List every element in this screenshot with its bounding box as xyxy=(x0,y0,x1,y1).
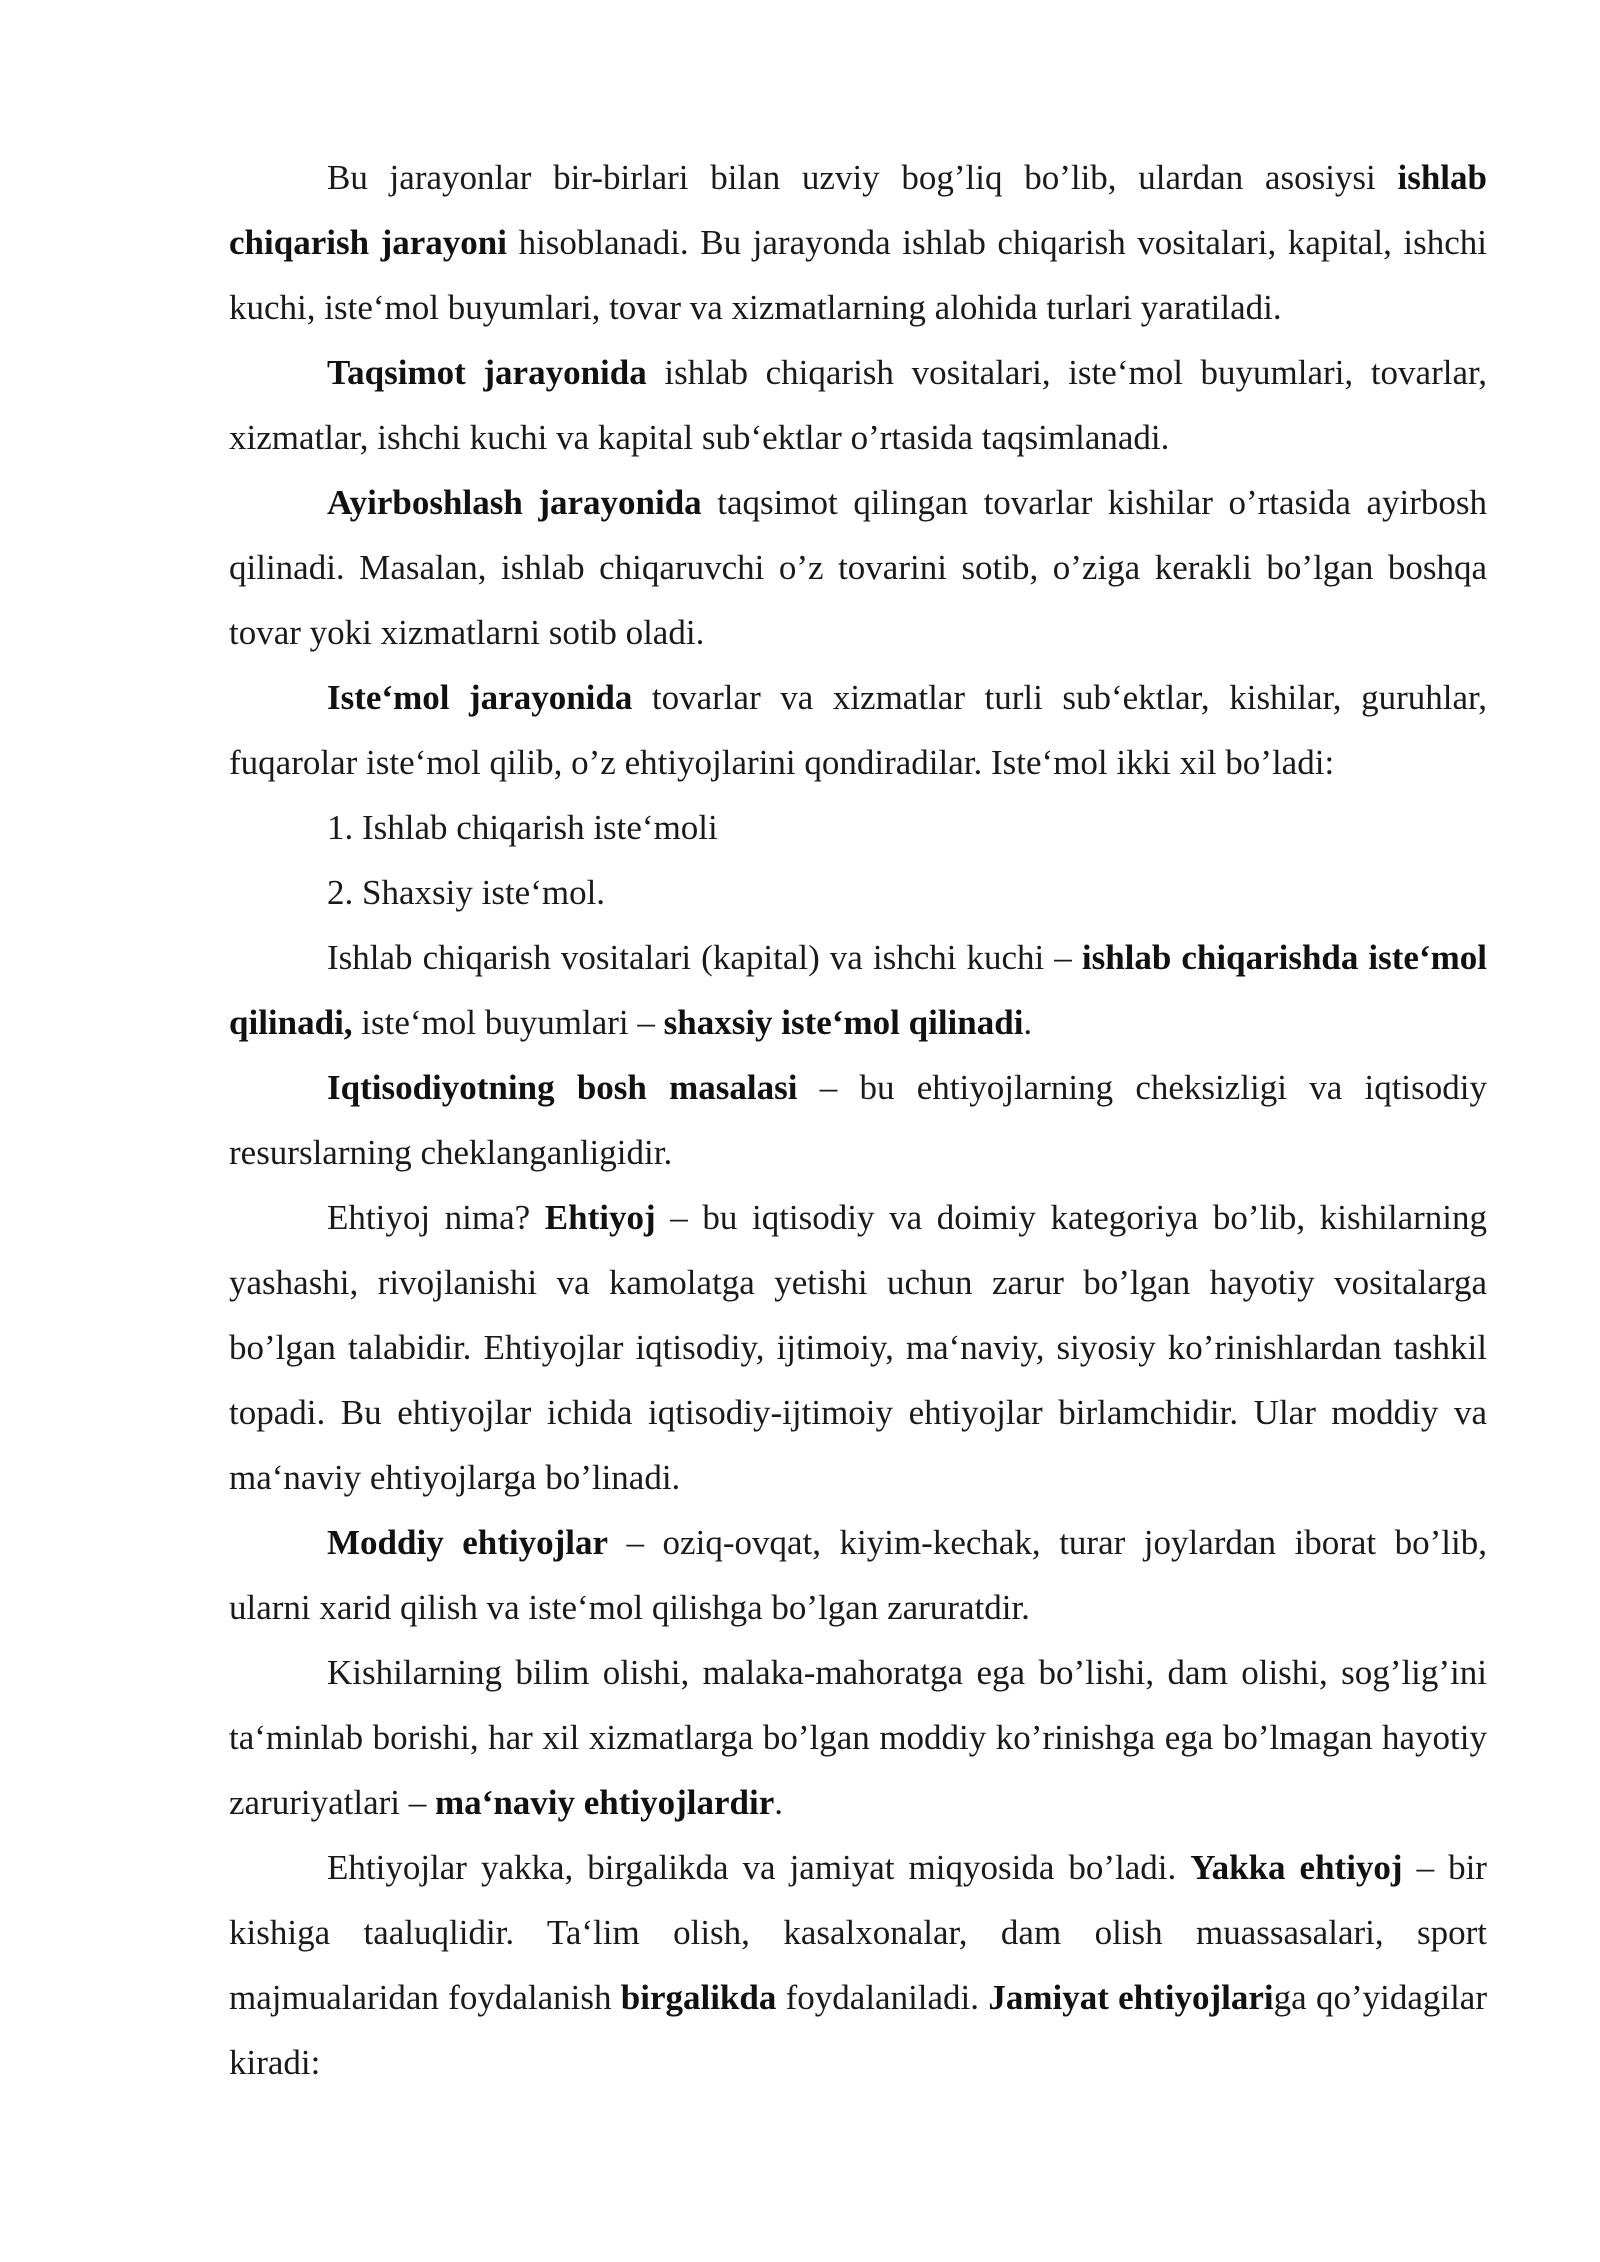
text-segment: Bu jarayonlar bir-birlari bilan uzviy bog’liq bo’lib, ulardan asosiysi xyxy=(327,158,1398,197)
document-body xyxy=(229,145,1487,2095)
text-segment: – bu iqtisodiy va doimiy kategoriya bo’lib, kishilarning yashashi, rivojlanishi va kamolatga yetishi uchun zarur bo’lgan hayotiy vositalarga bo’lgan talabidir. Ehtiyojlar iqtisodiy, ijtimoiy, ma‘naviy, siyosiy ko’rinishlardan tashkil topadi. Bu ehtiyojlar ichida iqtisodiy-ijtimoiy ehtiyojlar birlamchidir. Ular moddiy va ma‘naviy ehtiyojlarga bo’linadi. xyxy=(229,1198,1487,1497)
paragraph xyxy=(229,1510,1487,1640)
text-segment: iste‘mol buyumlari – xyxy=(352,1003,664,1042)
text-segment: 2. Shaxsiy iste‘mol. xyxy=(327,873,606,912)
text-segment: – oziq-ovqat, kiyim-kechak, turar joylardan iborat bo’lib, ularni xarid qilish va iste‘mol qilishga bo’lgan zaruratdir. xyxy=(229,1523,1488,1627)
bold-term: Jamiyat ehtiyojlari xyxy=(988,1978,1274,2017)
paragraph xyxy=(229,340,1487,470)
text-segment: . xyxy=(774,1783,784,1822)
paragraph xyxy=(229,925,1487,1055)
text-segment: Ehtiyojlar yakka, birgalikda va jamiyat miqyosida bo’ladi. xyxy=(327,1848,1191,1887)
text-segment: hisoblanadi. Bu jarayonda ishlab chiqarish vositalari, kapital, ishchi kuchi, iste‘mol buyumlari, tovar va xizmatlarning alohida turlari yaratiladi. xyxy=(229,223,1487,327)
text-segment: tovarlar va xizmatlar turli sub‘ektlar, kishilar, guruhlar, fuqarolar iste‘mol qilib, o’z ehtiyojlarini qondiradilar. Iste‘mol ikki xil bo’ladi: xyxy=(229,678,1487,782)
bold-term: Iqtisodiyotning bosh masalasi xyxy=(327,1068,798,1107)
paragraph xyxy=(229,665,1487,795)
paragraph xyxy=(229,1185,1487,1510)
list-item xyxy=(229,795,1487,860)
text-segment: taqsimot qilingan tovarlar kishilar o’rtasida ayirbosh qilinadi. Masalan, ishlab chiqaruvchi o’z tovarini sotib, o’ziga kerakli bo’lgan boshqa tovar yoki xizmatlarni sotib oladi. xyxy=(229,483,1487,652)
text-segment: foydalaniladi. xyxy=(776,1978,989,2017)
text-segment: Kishilarning bilim olishi, malaka-mahoratga ega bo’lishi, dam olishi, sog’lig’ini ta‘minlab borishi, har xil xizmatlarga bo’lgan moddiy ko’rinishga ega bo’lmagan hayotiy zaruriyatlari – xyxy=(229,1653,1487,1822)
bold-term: Moddiy ehtiyojlar xyxy=(327,1523,609,1562)
bold-term: Ayirboshlash jarayonida xyxy=(327,483,702,522)
text-segment: Ehtiyoj nima? xyxy=(327,1198,545,1237)
bold-term: Yakka ehtiyoj xyxy=(1190,1848,1403,1887)
text-segment: ga qo’yidagilar kiradi: xyxy=(229,1978,1487,2082)
list-item xyxy=(229,860,1487,925)
text-segment: . xyxy=(1023,1003,1033,1042)
bold-term: ishlab chiqarish jarayoni xyxy=(229,158,1487,262)
text-segment: – bir kishiga taaluqlidir. Ta‘lim olish, kasalxonalar, dam olish muassasalari, sport majmualaridan foydalanish xyxy=(229,1848,1487,2017)
bold-term: Taqsimot jarayonida xyxy=(327,353,647,392)
bold-term: Ehtiyoj xyxy=(544,1198,656,1237)
text-segment: – bu ehtiyojlarning cheksizligi va iqtisodiy resurslarning cheklanganligidir. xyxy=(229,1068,1487,1172)
bold-term: ishlab chiqarishda iste‘mol qilinadi, xyxy=(229,938,1487,1042)
bold-term: birgalikda xyxy=(620,1978,777,2017)
paragraph xyxy=(229,1835,1487,2095)
bold-term: shaxsiy iste‘mol qilinadi xyxy=(663,1003,1024,1042)
text-segment: Ishlab chiqarish vositalari (kapital) va ishchi kuchi – xyxy=(327,938,1082,977)
text-segment: ishlab chiqarish vositalari, iste‘mol buyumlari, tovarlar, xizmatlar, ishchi kuchi va kapital sub‘ektlar o’rtasida taqsimlanadi. xyxy=(229,353,1487,457)
text-segment: 1. Ishlab chiqarish iste‘moli xyxy=(327,808,718,847)
bold-term: ma‘naviy ehtiyojlardir xyxy=(435,1783,775,1822)
paragraph xyxy=(229,145,1487,340)
paragraph xyxy=(229,1640,1487,1835)
paragraph xyxy=(229,1055,1487,1185)
paragraph xyxy=(229,470,1487,665)
bold-term: Iste‘mol jarayonida xyxy=(327,678,633,717)
